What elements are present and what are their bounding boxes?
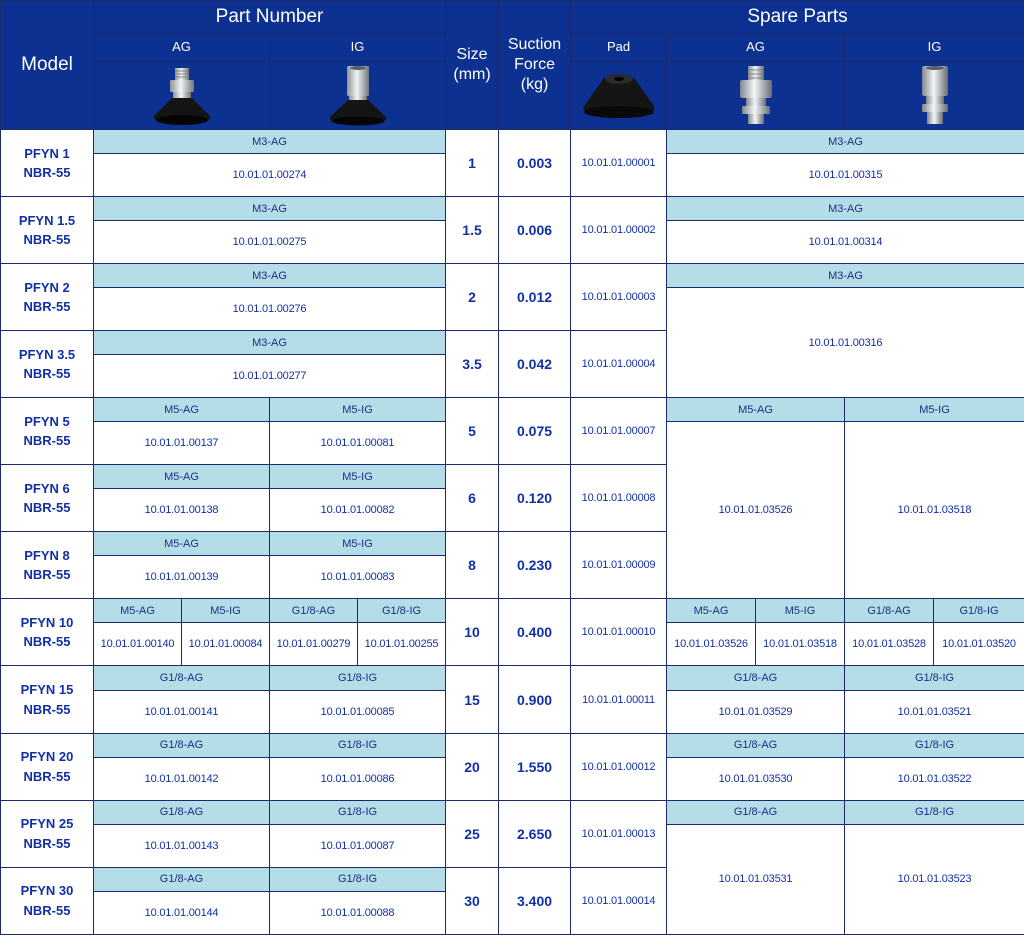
- model-name: PFYN 2: [24, 279, 70, 295]
- model-name: PFYN 1: [24, 145, 70, 161]
- sp-label: M5-IG: [756, 599, 845, 623]
- size-header: [446, 1, 499, 130]
- pn-label: G1/8-AG: [270, 599, 358, 623]
- suction-header-line2: Force: [514, 56, 555, 74]
- female-adapter-fitting-image: [895, 64, 975, 128]
- suction-force-value: 0.012: [499, 264, 571, 331]
- pn-ag-header: AG: [94, 34, 270, 62]
- sp-code: 10.01.01.03526: [667, 623, 756, 666]
- spare-parts-header: Spare Parts: [571, 1, 1024, 34]
- model-cell: [1, 599, 94, 666]
- sp-label: G1/8-IG: [845, 666, 1024, 690]
- pn-code: 10.01.01.00082: [270, 489, 446, 532]
- model-material: NBR-55: [23, 500, 71, 516]
- suction-force-value: 3.400: [499, 867, 571, 934]
- pn-label: M5-AG: [94, 532, 270, 556]
- pn-code: 10.01.01.00142: [94, 757, 270, 800]
- sp-label: M3-AG: [667, 197, 1024, 221]
- suction-force-value: 0.900: [499, 666, 571, 733]
- pad-header: Pad: [571, 34, 667, 62]
- pn-label: M3-AG: [94, 197, 446, 221]
- model-cell: [1, 800, 94, 867]
- size-value: 20: [446, 733, 499, 800]
- suction-force-value: 0.075: [499, 398, 571, 465]
- pn-label: M5-IG: [270, 465, 446, 489]
- sp-code: 10.01.01.03528: [845, 623, 934, 666]
- model-name: PFYN 25: [20, 816, 74, 832]
- model-name: PFYN 30: [20, 883, 74, 899]
- pad-part-number: 10.01.01.00004: [571, 331, 667, 398]
- sp-label: G1/8-IG: [845, 800, 1024, 824]
- pad-part-number: 10.01.01.00013: [571, 800, 667, 867]
- model-material: NBR-55: [23, 366, 71, 382]
- pn-ag-image-cell: [94, 62, 270, 130]
- pn-label: M5-AG: [94, 398, 270, 422]
- pn-code: 10.01.01.00084: [182, 623, 270, 666]
- pn-code: 10.01.01.00279: [270, 623, 358, 666]
- sp-code: 10.01.01.03520: [934, 623, 1024, 666]
- pn-label: M5-AG: [94, 599, 182, 623]
- pn-code: 10.01.01.00140: [94, 623, 182, 666]
- sp-code: 10.01.01.03530: [667, 757, 845, 800]
- model-cell: [1, 331, 94, 398]
- size-value: 30: [446, 867, 499, 934]
- suction-force-value: 0.230: [499, 532, 571, 599]
- part-number-header: Part Number: [94, 1, 446, 34]
- suction-force-value: 2.650: [499, 800, 571, 867]
- sp-label: G1/8-AG: [667, 666, 845, 690]
- pn-code: 10.01.01.00276: [94, 288, 446, 331]
- pn-code: 10.01.01.00085: [270, 690, 446, 733]
- model-material: NBR-55: [23, 634, 71, 650]
- sp-code: 10.01.01.00316: [667, 288, 1024, 398]
- sp-ig-header: IG: [845, 34, 1024, 62]
- pn-label: M3-AG: [94, 264, 446, 288]
- model-name: PFYN 10: [20, 614, 74, 630]
- pn-label: G1/8-AG: [94, 867, 270, 891]
- model-cell: [1, 398, 94, 465]
- sp-code: 10.01.01.00315: [667, 154, 1024, 197]
- pn-label: G1/8-AG: [94, 733, 270, 757]
- sp-code: 10.01.01.03518: [845, 422, 1024, 599]
- suction-cup-male-thread-image: [142, 64, 222, 128]
- sp-ag-header: AG: [667, 34, 845, 62]
- sp-label: G1/8-AG: [667, 800, 845, 824]
- sp-label: M3-AG: [667, 130, 1024, 154]
- suction-force-value: 1.550: [499, 733, 571, 800]
- pn-label: G1/8-AG: [94, 666, 270, 690]
- model-name: PFYN 3.5: [18, 346, 76, 362]
- male-adapter-fitting-image: [716, 64, 796, 128]
- pn-code: 10.01.01.00138: [94, 489, 270, 532]
- model-name: PFYN 20: [20, 749, 74, 765]
- size-value: 1.5: [446, 197, 499, 264]
- model-name: PFYN 5: [24, 413, 70, 429]
- pn-ig-header: IG: [270, 34, 446, 62]
- sp-code: 10.01.01.00314: [667, 221, 1024, 264]
- model-material: NBR-55: [23, 567, 71, 583]
- sp-label: M5-AG: [667, 398, 845, 422]
- suction-force-value: 0.042: [499, 331, 571, 398]
- sp-label: M5-IG: [845, 398, 1024, 422]
- model-material: NBR-55: [23, 701, 71, 717]
- pn-label: G1/8-IG: [270, 666, 446, 690]
- sp-code: 10.01.01.03518: [756, 623, 845, 666]
- pn-code: 10.01.01.00083: [270, 556, 446, 599]
- sp-ag-image-cell: [667, 62, 845, 130]
- model-name: PFYN 8: [24, 547, 70, 563]
- size-value: 15: [446, 666, 499, 733]
- sp-label: G1/8-IG: [845, 733, 1024, 757]
- pn-label: G1/8-AG: [94, 800, 270, 824]
- model-material: NBR-55: [23, 165, 71, 181]
- suction-cup-female-thread-image: [318, 64, 398, 128]
- pad-image-cell: [571, 62, 667, 130]
- sp-label: M5-AG: [667, 599, 756, 623]
- model-header: Model: [1, 1, 94, 130]
- sp-code: 10.01.01.03522: [845, 757, 1024, 800]
- pn-label: M5-IG: [270, 398, 446, 422]
- size-header-line1: Size: [456, 46, 488, 64]
- pad-part-number: 10.01.01.00007: [571, 398, 667, 465]
- model-name: PFYN 6: [24, 480, 70, 496]
- pn-label: M5-IG: [270, 532, 446, 556]
- sp-ig-image-cell: [845, 62, 1024, 130]
- size-value: 8: [446, 532, 499, 599]
- model-cell: [1, 666, 94, 733]
- model-cell: [1, 465, 94, 532]
- suction-header-line3: (kg): [520, 76, 549, 94]
- pad-part-number: 10.01.01.00010: [571, 599, 667, 666]
- sp-label: G1/8-IG: [934, 599, 1024, 623]
- model-name: PFYN 15: [20, 682, 74, 697]
- pn-code: 10.01.01.00086: [270, 757, 446, 800]
- suction-force-header: [499, 1, 571, 130]
- pad-part-number: 10.01.01.00014: [571, 867, 667, 934]
- pn-code: 10.01.01.00144: [94, 891, 270, 934]
- model-cell: [1, 733, 94, 800]
- pn-code: 10.01.01.00087: [270, 824, 446, 867]
- model-cell: [1, 130, 94, 197]
- pn-label: G1/8-IG: [270, 800, 446, 824]
- black-pad-image: [574, 64, 664, 128]
- pn-code: 10.01.01.00088: [270, 891, 446, 934]
- size-value: 2: [446, 264, 499, 331]
- model-cell: [1, 197, 94, 264]
- pad-part-number: 10.01.01.00001: [571, 130, 667, 197]
- pn-code: 10.01.01.00141: [94, 690, 270, 733]
- sp-label: G1/8-AG: [667, 733, 845, 757]
- sp-code: 10.01.01.03521: [845, 690, 1024, 733]
- suction-force-value: 0.003: [499, 130, 571, 197]
- model-material: NBR-55: [23, 232, 71, 248]
- sp-code: 10.01.01.03529: [667, 690, 845, 733]
- sp-code: 10.01.01.03526: [667, 422, 845, 599]
- pn-code: 10.01.01.00143: [94, 824, 270, 867]
- pn-label: G1/8-IG: [358, 599, 446, 623]
- size-value: 10: [446, 599, 499, 666]
- pn-code: 10.01.01.00275: [94, 221, 446, 264]
- sp-code: 10.01.01.03523: [845, 824, 1024, 934]
- suction-force-value: 0.006: [499, 197, 571, 264]
- size-value: 5: [446, 398, 499, 465]
- pn-label: M5-AG: [94, 465, 270, 489]
- model-cell: [1, 264, 94, 331]
- sp-label: G1/8-AG: [845, 599, 934, 623]
- model-material: NBR-55: [23, 768, 71, 784]
- suction-header-line1: Suction: [507, 36, 562, 54]
- pn-label: G1/8-IG: [270, 867, 446, 891]
- suction-force-value: 0.400: [499, 599, 571, 666]
- suction-force-value: 0.120: [499, 465, 571, 532]
- sp-label: M3-AG: [667, 264, 1024, 288]
- pad-part-number: 10.01.01.00008: [571, 465, 667, 532]
- model-material: NBR-55: [23, 299, 71, 315]
- size-value: 6: [446, 465, 499, 532]
- pn-label: M3-AG: [94, 130, 446, 154]
- pad-part-number: 10.01.01.00011: [571, 666, 667, 733]
- pn-label: M3-AG: [94, 331, 446, 355]
- pn-ig-image-cell: [270, 62, 446, 130]
- model-cell: [1, 867, 94, 934]
- model-material: NBR-55: [23, 902, 71, 918]
- pn-code: 10.01.01.00255: [358, 623, 446, 666]
- model-material: NBR-55: [23, 433, 71, 449]
- size-value: 25: [446, 800, 499, 867]
- size-value: 3.5: [446, 331, 499, 398]
- pn-code: 10.01.01.00137: [94, 422, 270, 465]
- pn-code: 10.01.01.00139: [94, 556, 270, 599]
- model-cell: [1, 532, 94, 599]
- pad-part-number: 10.01.01.00003: [571, 264, 667, 331]
- size-value: 1: [446, 130, 499, 197]
- pad-part-number: 10.01.01.00009: [571, 532, 667, 599]
- sp-code: 10.01.01.03531: [667, 824, 845, 934]
- pn-code: 10.01.01.00081: [270, 422, 446, 465]
- pn-label: G1/8-IG: [270, 733, 446, 757]
- pad-part-number: 10.01.01.00002: [571, 197, 667, 264]
- pn-code: 10.01.01.00277: [94, 355, 446, 398]
- model-material: NBR-55: [23, 835, 71, 851]
- pad-part-number: 10.01.01.00012: [571, 733, 667, 800]
- pn-label: M5-IG: [182, 599, 270, 623]
- pn-code: 10.01.01.00274: [94, 154, 446, 197]
- model-name: PFYN 1.5: [18, 212, 76, 228]
- size-header-line2: (mm): [453, 66, 491, 84]
